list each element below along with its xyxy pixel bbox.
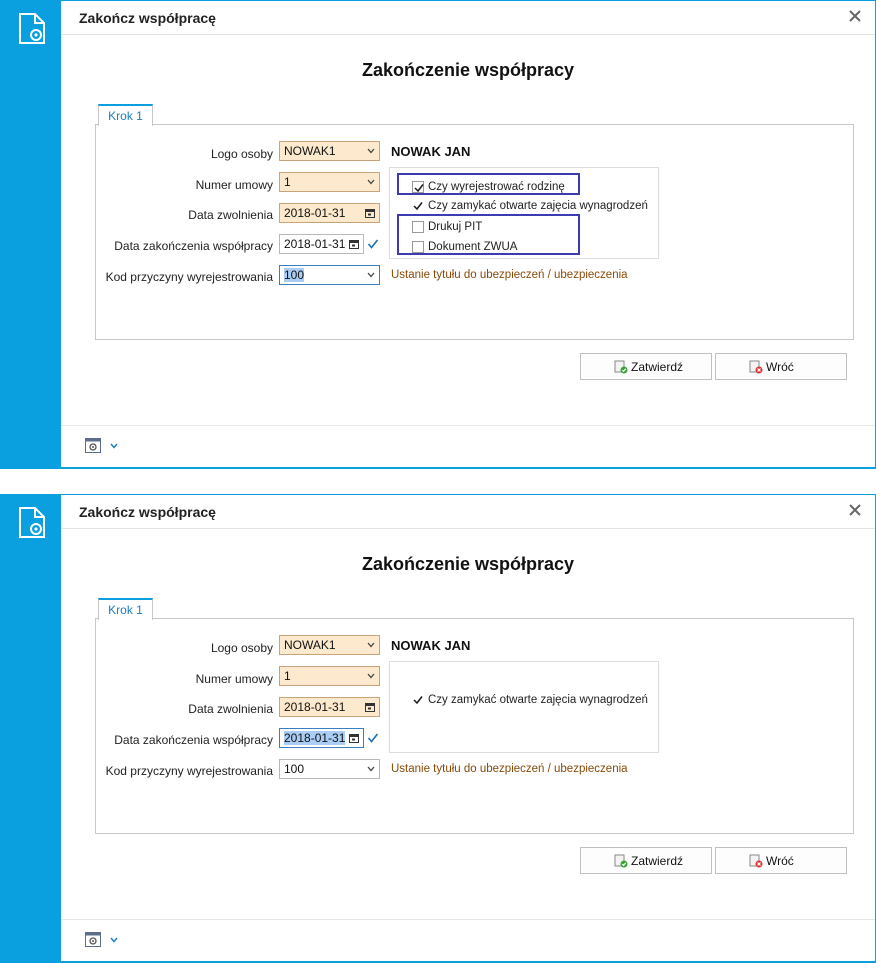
dismissal-date-label: Data zwolnienia (188, 208, 273, 222)
option-label: Dokument ZWUA (428, 241, 518, 253)
option-label: Czy zamykać otwarte zajęcia wynagrodzeń (428, 200, 648, 212)
back-label: Wróć (766, 854, 794, 868)
calendar-icon[interactable] (349, 733, 359, 743)
dialog-panel (61, 495, 875, 961)
page-title: Zakończenie współpracy (361, 60, 575, 80)
footer-bar (61, 425, 875, 467)
calendar-icon[interactable] (365, 702, 375, 712)
close-icon[interactable] (847, 502, 863, 518)
contract-value: 1 (284, 669, 291, 683)
chevron-down-icon (367, 272, 375, 278)
option-close-salary-deductions[interactable] (428, 200, 648, 212)
dialog-window-step1-collapsed (0, 494, 876, 963)
calendar-icon[interactable] (349, 239, 359, 249)
close-icon[interactable] (847, 8, 863, 24)
reason-description: Ustanie tytułu do ubezpieczeń / ubezpieczenia (391, 763, 628, 775)
option-label: Czy zamykać otwarte zajęcia wynagrodzeń (428, 694, 648, 706)
end-date-label: Data zakończenia współpracy (114, 239, 273, 253)
confirm-label: Zatwierdź (631, 854, 684, 868)
logo-value: NOWAK1 (284, 638, 336, 652)
contract-label: Numer umowy (195, 178, 273, 192)
back-label: Wróć (766, 360, 794, 374)
document-settings-icon (17, 506, 47, 540)
reason-code-label: Kod przyczyny wyrejestrowania (105, 270, 273, 284)
end-date-confirm-checkbox[interactable] (367, 732, 379, 744)
contract-value: 1 (284, 175, 291, 189)
cancel-icon (749, 854, 763, 868)
end-date-confirm-checkbox[interactable] (367, 238, 379, 250)
end-date-value: 2018-01-31 (284, 731, 346, 745)
title-bar (61, 1, 875, 35)
back-button[interactable] (715, 847, 847, 874)
end-date-field[interactable] (279, 234, 364, 254)
reason-code-value: 100 (284, 762, 305, 776)
reason-code-select[interactable] (279, 265, 380, 285)
calendar-icon[interactable] (365, 208, 375, 218)
dialog-panel (61, 1, 875, 467)
dialog-window-step1-expanded (0, 0, 876, 469)
logo-label: Logo osoby (210, 641, 273, 655)
end-date-field[interactable] (279, 728, 364, 748)
contract-label: Numer umowy (195, 672, 273, 686)
logo-select[interactable] (279, 141, 380, 161)
reason-description: Ustanie tytułu do ubezpieczeń / ubezpieczenia (391, 269, 628, 281)
tab-krok-1[interactable]: Krok 1 (98, 598, 153, 620)
checkmark-icon (412, 200, 424, 212)
settings-window-icon[interactable] (85, 438, 101, 453)
end-date-label: Data zakończenia współpracy (114, 733, 273, 747)
logo-select[interactable] (279, 635, 380, 655)
chevron-down-icon (367, 148, 375, 154)
dismissal-date-value: 2018-01-31 (284, 700, 346, 714)
options-panel (389, 661, 659, 753)
document-settings-icon (17, 12, 47, 46)
checkmark-icon (412, 694, 424, 706)
settings-window-icon[interactable] (85, 932, 101, 947)
confirm-icon (614, 854, 628, 868)
footer-bar (61, 919, 875, 961)
form-area (95, 618, 854, 834)
window-title: Zakończ współpracę (79, 10, 216, 26)
person-name: NOWAK JAN (391, 144, 471, 159)
checkbox[interactable] (412, 694, 424, 706)
reason-code-select[interactable] (279, 759, 380, 779)
chevron-down-icon (367, 673, 375, 679)
reason-code-value: 100 (284, 268, 305, 282)
tab-krok-1[interactable]: Krok 1 (98, 104, 153, 126)
window-title: Zakończ współpracę (79, 504, 216, 520)
confirm-label: Zatwierdź (631, 360, 684, 374)
logo-value: NOWAK1 (284, 144, 336, 158)
dismissal-date-label: Data zwolnienia (188, 702, 273, 716)
highlight-frame (397, 173, 580, 195)
logo-label: Logo osoby (210, 147, 273, 161)
contract-select[interactable] (279, 666, 380, 686)
dismissal-date-field[interactable] (279, 203, 380, 223)
back-button[interactable] (715, 353, 847, 380)
cancel-icon (749, 360, 763, 374)
option-close-salary-deductions[interactable] (428, 694, 648, 706)
contract-select[interactable] (279, 172, 380, 192)
title-bar (61, 495, 875, 529)
confirm-button[interactable] (580, 847, 712, 874)
chevron-down-icon[interactable] (110, 443, 118, 449)
chevron-down-icon (367, 766, 375, 772)
end-date-value: 2018-01-31 (284, 237, 346, 251)
option-label: Drukuj PIT (428, 221, 483, 233)
confirm-icon (614, 360, 628, 374)
chevron-down-icon[interactable] (110, 937, 118, 943)
checkbox[interactable] (412, 200, 424, 212)
confirm-button[interactable] (580, 353, 712, 380)
option-label: Czy wyrejestrować rodzinę (428, 181, 565, 193)
chevron-down-icon (367, 642, 375, 648)
person-name: NOWAK JAN (391, 638, 471, 653)
page-title: Zakończenie współpracy (361, 554, 575, 574)
chevron-down-icon (367, 179, 375, 185)
reason-code-label: Kod przyczyny wyrejestrowania (105, 764, 273, 778)
dismissal-date-value: 2018-01-31 (284, 206, 346, 220)
dismissal-date-field[interactable] (279, 697, 380, 717)
highlight-frame (397, 214, 580, 255)
